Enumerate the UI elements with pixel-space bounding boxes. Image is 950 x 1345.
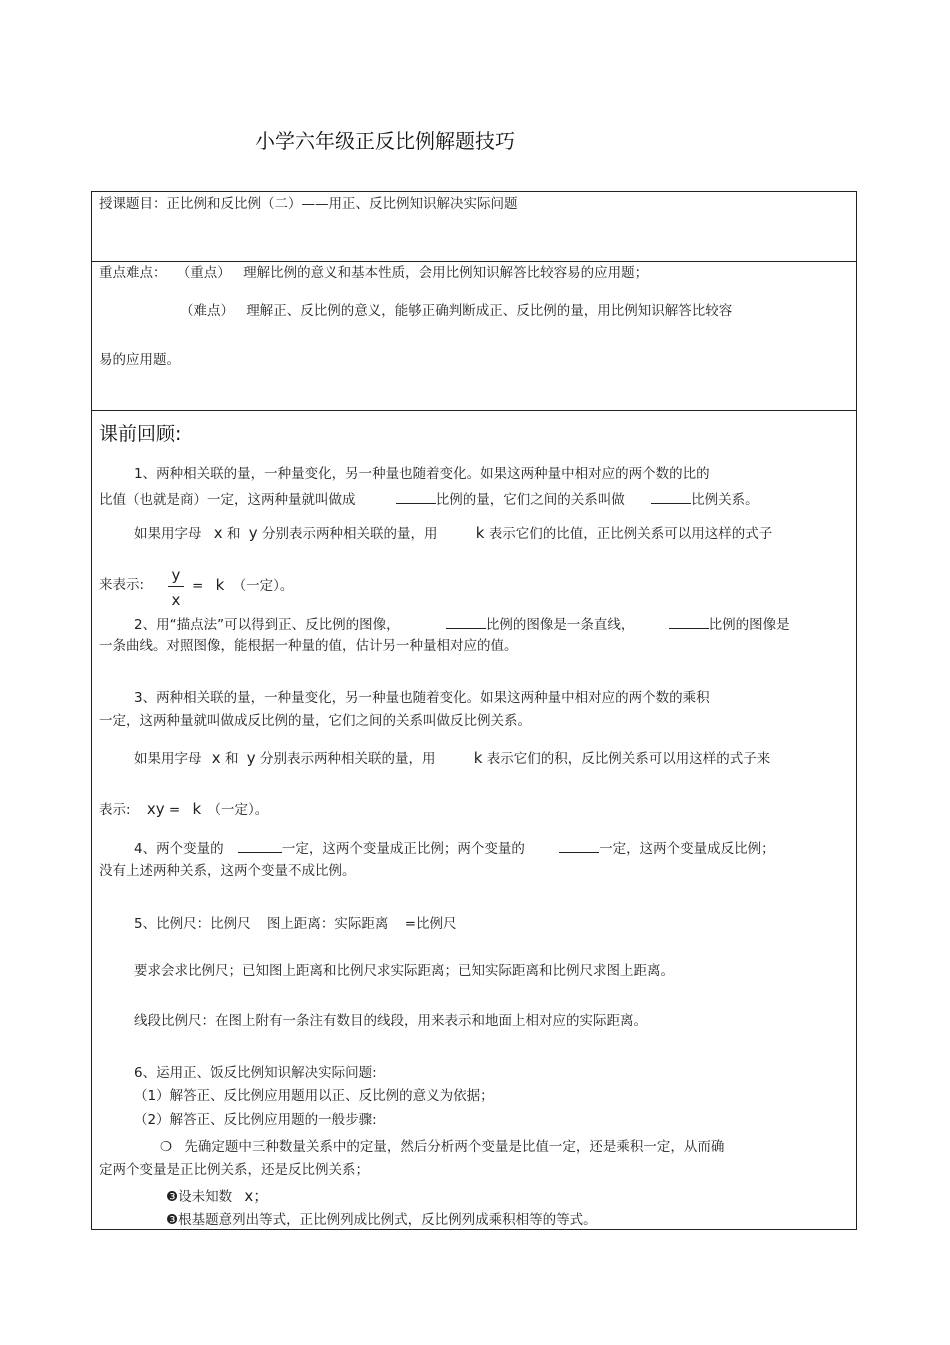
fraction-numerator: y xyxy=(171,566,181,584)
p5-text-c: =比例尺 xyxy=(404,916,457,932)
p1-expr-rhs xyxy=(192,576,293,595)
circle-bullet-icon: ❍ xyxy=(160,1139,173,1155)
p6-substep-2 xyxy=(166,1187,268,1206)
focus-key-row xyxy=(99,264,648,282)
p1-text-a: 比值（也就是商）一定，这两种量就叫做成 xyxy=(99,492,356,508)
p4-line2: 没有上述两种关系，这两个变量不成比例。 xyxy=(99,863,356,879)
p2-text-b: 比例的图像是一条直线， xyxy=(485,617,635,633)
focus-label: 重点难点： xyxy=(99,265,167,281)
hard-text-continued: 易的应用题。 xyxy=(99,352,180,368)
review-heading: 课前回顾: xyxy=(99,423,182,445)
constant-note: （一定）。 xyxy=(232,578,294,594)
p3-formula-row xyxy=(134,749,770,768)
fill-blank xyxy=(669,614,709,629)
p1-formula-row xyxy=(134,524,772,543)
equals-sign: = xyxy=(168,802,181,818)
p3-expr xyxy=(99,800,268,819)
p2-text-a: 2、用“描点法”可以得到正、反比例的图像， xyxy=(134,617,400,633)
substep-3-text: 根基题意列出等式，正比例列成比例式，反比例列成乘积相等的等式。 xyxy=(178,1212,597,1228)
p1-expr-label: 来表示: xyxy=(99,577,145,593)
p3-line1: 3、两种相关联的量，一种量变化，另一种量也随着变化。如果这两种量中相对应的两个数的乘积 xyxy=(134,690,710,706)
numbered-bullet-icon: ❸ xyxy=(166,1212,179,1228)
fill-blank xyxy=(238,838,282,853)
topic-row xyxy=(99,195,518,213)
p3-expr-label: 表示: xyxy=(99,802,131,818)
p3-formula-text-a: 如果用字母 xyxy=(134,751,202,767)
p4-text-b: 一定，这两个变量成正比例；两个变量的 xyxy=(281,841,525,857)
p5-text-a: 5、比例尺：比例尺 xyxy=(134,916,251,932)
numbered-bullet-icon: ❸ xyxy=(166,1189,179,1205)
p6-substep-1-cont: 定两个变量是正比例关系，还是反比例关系； xyxy=(99,1162,369,1178)
topic-label: 授课题目： xyxy=(99,196,167,212)
p1-formula-text-c: 表示它们的比值，正比例关系可以用这样的式子 xyxy=(488,526,773,542)
p2-line1 xyxy=(134,614,790,634)
p6-substep-1 xyxy=(160,1138,724,1156)
key-text: 理解比例的意义和基本性质，会用比例知识解答比较容易的应用题； xyxy=(243,265,649,281)
hard-tag: （难点） xyxy=(180,303,234,319)
p1-formula-and: 和 xyxy=(226,526,241,542)
var-k: k xyxy=(215,576,225,594)
p2-line2: 一条曲线。对照图像，能根据一种量的值，估计另一种量相对应的值。 xyxy=(99,638,518,654)
p6-title: 6、运用正、饭反比例知识解决实际问题: xyxy=(134,1065,377,1081)
p3-line2: 一定，这两种量就叫做成反比例的量，它们之间的关系叫做反比例关系。 xyxy=(99,713,531,729)
p1-formula-text-a: 如果用字母 xyxy=(134,526,202,542)
focus-section xyxy=(91,261,857,411)
fill-blank xyxy=(651,489,691,504)
var-xy: xy xyxy=(146,800,165,818)
p5-requirement: 要求会求比例尺；已知图上距离和比例尺求实际距离；已知实际距离和比例尺求图上距离。 xyxy=(134,963,674,979)
p5-line-scale: 线段比例尺：在图上附有一条注有数目的线段，用来表示和地面上相对应的实际距离。 xyxy=(134,1013,647,1029)
focus-hard-row xyxy=(180,302,732,320)
hard-text: 理解正、反比例的意义，能够正确判断成正、反比例的量，用比例知识解答比较容 xyxy=(246,303,733,319)
substep-2-text: 设未知数 xyxy=(178,1189,233,1205)
p4-text-a: 4、两个变量的 xyxy=(134,841,224,857)
p1-line1: 1、两种相关联的量，一种量变化，另一种量也随着变化。如果这两种量中相对应的两个数的比的 xyxy=(134,466,710,482)
fraction-denominator: x xyxy=(171,591,181,609)
topic-text: 正比例和反比例（二）——用正、反比例知识解决实际问题 xyxy=(166,196,518,212)
var-x: x xyxy=(213,524,223,542)
p1-text-b: 比例的量，它们之间的关系叫做 xyxy=(435,492,625,508)
var-k: k xyxy=(473,749,483,767)
p4-text-c: 一定，这两个变量成反比例； xyxy=(599,841,775,857)
var-k: k xyxy=(475,524,485,542)
p3-formula-and: 和 xyxy=(224,751,239,767)
fraction-bar xyxy=(168,586,184,587)
p3-formula-text-b: 分别表示两种相关联的量，用 xyxy=(259,751,436,767)
p1-formula-text-b: 分别表示两种相关联的量，用 xyxy=(261,526,438,542)
p6-step-2: （2）解答正、反比例应用题的一般步骤: xyxy=(134,1112,377,1128)
p5-scale xyxy=(134,915,457,933)
p2-text-c: 比例的图像是 xyxy=(708,617,790,633)
p6-step-1: （1）解答正、反比例应用题用以正、反比例的意义为依据； xyxy=(134,1088,494,1104)
p5-text-b: 图上距离：实际距离 xyxy=(266,916,389,932)
substep-1-text: 先确定题中三种数量关系中的定量，然后分析两个变量是比值一定，还是乘积一定，从而确 xyxy=(184,1139,725,1155)
p3-formula-text-c: 表示它们的积，反比例关系可以用这样的式子来 xyxy=(486,751,771,767)
p4-line1 xyxy=(134,838,775,858)
var-k: k xyxy=(192,800,202,818)
fill-blank xyxy=(446,614,486,629)
equals-sign: = xyxy=(192,578,204,594)
var-x: x； xyxy=(244,1187,269,1205)
fill-blank xyxy=(396,489,436,504)
p1-line2 xyxy=(99,489,759,509)
constant-note: （一定）。 xyxy=(207,802,269,818)
p1-text-c: 比例关系。 xyxy=(691,492,759,508)
page-title: 小学六年级正反比例解题技巧 xyxy=(255,129,515,153)
var-y: y xyxy=(248,524,258,542)
fill-blank xyxy=(559,838,599,853)
var-y: y xyxy=(246,749,256,767)
var-x: x xyxy=(211,749,221,767)
key-tag: （重点） xyxy=(176,265,231,281)
p6-substep-3 xyxy=(166,1211,597,1229)
